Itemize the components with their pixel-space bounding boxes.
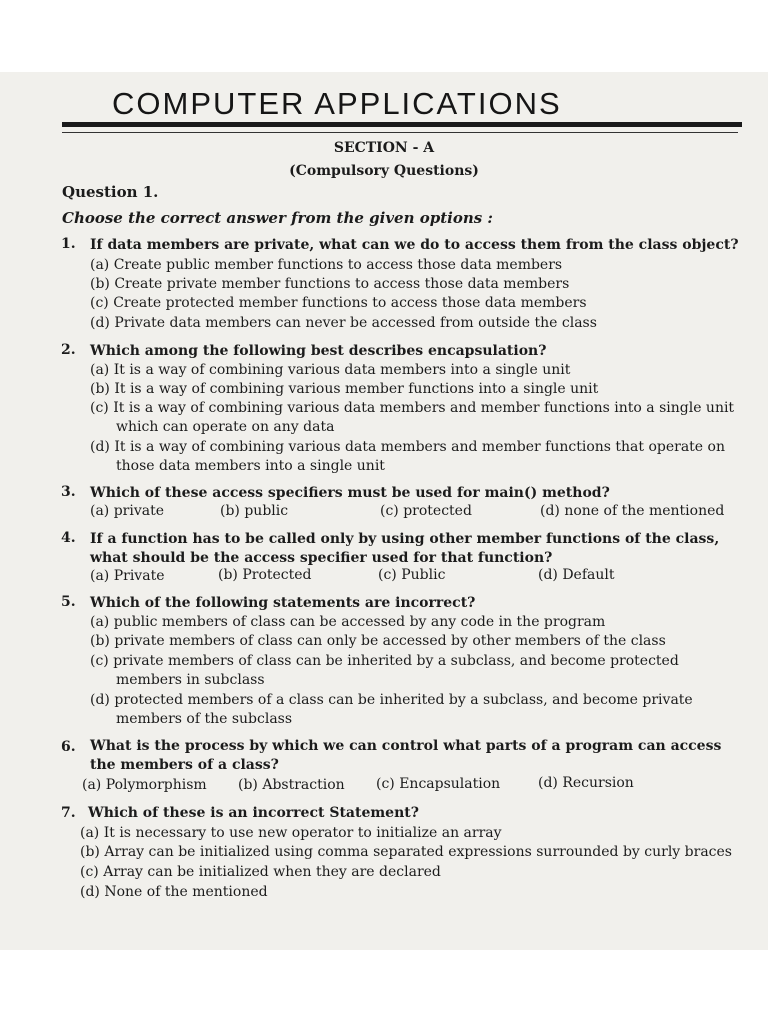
question-text: Which among the following best describes encapsulation? xyxy=(90,343,547,359)
option-d: (d) None of the mentioned xyxy=(80,884,268,900)
exam-page xyxy=(0,72,768,950)
header-rule-thin xyxy=(62,132,738,133)
question-text: Which of these access specifiers must be used for main() method? xyxy=(90,485,610,501)
instruction-text: Choose the correct answer from the given options : xyxy=(62,209,493,227)
question-text: Which of the following statements are incorrect? xyxy=(90,595,476,611)
option-c: (c) Encapsulation xyxy=(376,776,501,792)
option-b: (b) private members of class can only be accessed by other members of the class xyxy=(90,633,666,649)
question-text: If data members are private, what can we do to access them from the class object? xyxy=(90,237,739,253)
option-d: (d) It is a way of combining various data members and member functions that operate on those data members into a single unit xyxy=(90,439,725,474)
option-a: (a) Private xyxy=(90,568,165,584)
option-c: (c) Create protected member functions to access those data members xyxy=(90,295,587,311)
option-a: (a) public members of class can be accessed by any code in the program xyxy=(90,614,606,630)
option-c: (c) Array can be initialized when they are declared xyxy=(80,864,441,880)
option-a: (a) It is necessary to use new operator to initialize an array xyxy=(80,825,502,841)
question-text: What is the process by which we can control what parts of a program can access the members of a class? xyxy=(90,738,722,773)
option-d: (d) none of the mentioned xyxy=(540,503,725,519)
question-number: 4. xyxy=(61,530,76,546)
option-d: (d) protected members of a class can be inherited by a subclass, and become private members of the subclass xyxy=(90,692,693,727)
option-b: (b) public xyxy=(220,503,289,519)
page-header-title: COMPUTER APPLICATIONS xyxy=(112,86,562,121)
question-number: 3. xyxy=(61,484,76,500)
question-number: 5. xyxy=(61,594,76,610)
option-b: (b) Protected xyxy=(218,567,312,583)
option-b: (b) Abstraction xyxy=(238,777,345,793)
question-text: Which of these is an incorrect Statement? xyxy=(88,805,419,821)
question-number: 7. xyxy=(61,805,76,821)
option-a: (a) Create public member functions to access those data members xyxy=(90,257,563,273)
question-text: If a function has to be called only by using other member functions of the class, what should be the access specifier used for that function? xyxy=(90,531,720,566)
option-a: (a) Polymorphism xyxy=(82,777,207,793)
option-b: (b) Create private member functions to access those data members xyxy=(90,276,570,292)
section-subtitle: (Compulsory Questions) xyxy=(289,163,479,179)
section-title: SECTION - A xyxy=(333,140,435,156)
option-d: (d) Default xyxy=(538,567,615,583)
header-rule xyxy=(62,122,742,127)
option-b: (b) Array can be initialized using comma separated expressions surrounded by curly braces xyxy=(80,844,732,860)
question-number: 2. xyxy=(61,342,76,358)
option-a: (a) private xyxy=(90,503,165,519)
option-c: (c) private members of class can be inherited by a subclass, and become protected members in subclass xyxy=(90,653,679,688)
option-a: (a) It is a way of combining various data members into a single unit xyxy=(90,362,571,378)
option-c: (c) It is a way of combining various data members and member functions into a single unit which can operate on any data xyxy=(90,400,735,435)
question-number: 1. xyxy=(61,236,76,252)
question-heading: Question 1. xyxy=(62,183,159,201)
option-c: (c) Public xyxy=(378,567,446,583)
option-b: (b) It is a way of combining various member functions into a single unit xyxy=(90,381,599,397)
question-number: 6. xyxy=(61,739,76,755)
option-d: (d) Recursion xyxy=(538,775,634,791)
option-d: (d) Private data members can never be accessed from outside the class xyxy=(90,315,597,331)
option-c: (c) protected xyxy=(380,503,472,519)
